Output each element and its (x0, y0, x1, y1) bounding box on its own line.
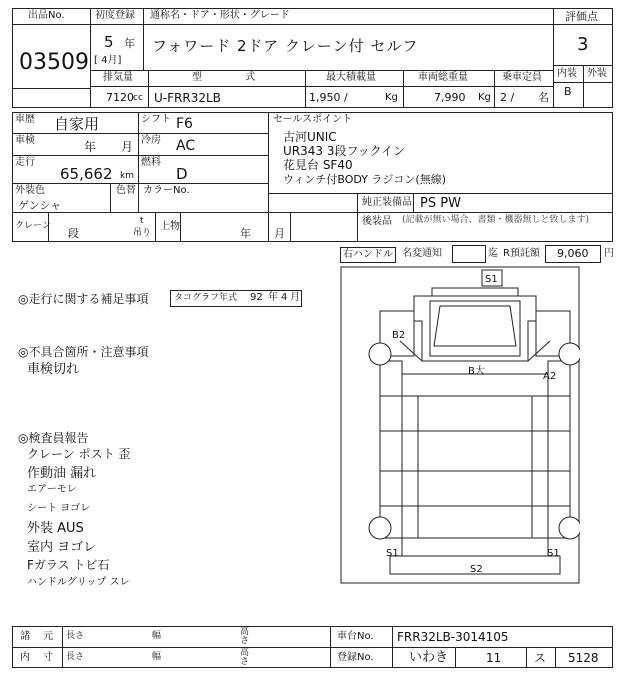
max-load-value: 1,950 / (309, 91, 348, 104)
displacement-unit: cc (133, 93, 143, 103)
first-reg-year: 5 (104, 33, 114, 51)
defect-notes-label: ◎不具合箇所・注意事項 (18, 345, 149, 359)
damage-mark-S2: S2 (470, 564, 483, 575)
driving-notes-label: ◎走行に関する補足事項 (18, 292, 149, 306)
inner-width-label: 幅 (152, 652, 162, 662)
fuel-label: 燃料 (141, 157, 161, 168)
inspector-item: シート ヨゴレ (27, 502, 91, 514)
color-no-prefix: 色替 (116, 185, 136, 196)
divider (143, 8, 144, 70)
divider (455, 647, 456, 668)
model-name-label: 通称名・ドア・形状・グレード (150, 10, 290, 21)
reg-class: 11 (486, 651, 502, 665)
ac-label: 冷房 (141, 135, 161, 146)
type-label: 型 式 (192, 72, 256, 83)
odo-label: 迄 (488, 248, 498, 259)
history-value: 自家用 (54, 115, 100, 133)
divider (553, 82, 613, 83)
divider (110, 183, 111, 212)
divider (357, 193, 358, 242)
ac-value: AC (176, 138, 196, 154)
displacement-label: 排気量 (103, 72, 133, 83)
crane-label: クレーン (15, 221, 51, 231)
sales-point-line: UR343 3段フックイン (283, 144, 406, 158)
divider (90, 86, 553, 87)
spec-label: 諸 元 (20, 631, 54, 642)
capacity-label: 乗車定員 (502, 72, 542, 83)
recycle-value: 9,060 (557, 247, 589, 260)
divider (413, 193, 414, 212)
damage-mark-S1-left: S1 (386, 548, 399, 559)
shift-value: F6 (176, 116, 193, 132)
name-change-box (452, 245, 486, 263)
divider (12, 24, 90, 25)
ext-color-label: 外装色 (15, 185, 45, 196)
damage-mark-A2: A2 (543, 371, 557, 382)
reg-number: 5128 (568, 651, 599, 665)
crane-stage: 段 (68, 227, 79, 240)
divider (90, 8, 91, 108)
divider (155, 212, 156, 242)
mileage-label: 走行 (15, 157, 35, 168)
divider (555, 647, 556, 668)
divider (330, 626, 331, 668)
inspection-label: 車検 (15, 135, 35, 146)
recycle-label: R預託額 (503, 248, 540, 259)
divider (403, 70, 404, 108)
divider (12, 212, 613, 213)
shift-label: シフト (141, 114, 171, 125)
inspector-item: 室内 ヨゴレ (27, 539, 97, 555)
capacity-unit: 名 (538, 91, 549, 104)
exterior-label: 外装 (587, 68, 607, 79)
fuel-value: D (176, 165, 188, 183)
damage-mark-S1-top: S1 (485, 274, 498, 285)
equipment-value: PS PW (420, 196, 461, 211)
divider (305, 70, 306, 108)
first-reg-year-unit: 年 (124, 37, 135, 50)
model-name: フォワード 2ドア クレーン付 セルフ (152, 37, 419, 55)
inspector-item: 作動油 漏れ (27, 465, 97, 481)
gross-weight-unit: Kg (478, 92, 491, 103)
name-change-label: 名変通知 (402, 248, 442, 259)
max-load-label: 最大積載量 (326, 72, 376, 83)
height-label: 高さ (240, 627, 250, 646)
inspector-report-label: ◎検査員報告 (18, 431, 89, 445)
lift-year: 年 (240, 227, 251, 240)
tacho-month: 4 (281, 292, 288, 303)
inner-height-label: 高さ (240, 648, 250, 667)
inner-length-label: 長さ (66, 652, 85, 662)
divider (138, 112, 139, 212)
first-reg-label: 初度登録 (95, 10, 135, 21)
steering-tag: 右ハンドル (340, 247, 396, 263)
truck-damage-diagram (340, 266, 580, 584)
lift-label: 上物 (160, 221, 180, 232)
length-label: 長さ (66, 631, 85, 641)
width-label: 幅 (152, 631, 162, 641)
aftermarket-note: (記載が無い場合、書類・機器無しと致します) (402, 215, 590, 225)
divider (583, 65, 584, 108)
inner-label: 内 寸 (20, 652, 54, 663)
divider (494, 70, 495, 108)
aftermarket-label: 後装品 (362, 216, 392, 227)
crane-t: t (140, 216, 144, 226)
divider (526, 647, 527, 668)
damage-mark-S1-right: S1 (547, 548, 560, 559)
divider (90, 70, 553, 71)
reg-region: いわき (409, 650, 449, 665)
history-label: 車歴 (15, 114, 35, 125)
reg-kana: ス (534, 651, 547, 665)
max-load-unit: Kg (385, 92, 398, 103)
damage-mark-B2: B2 (392, 330, 406, 341)
mileage-unit: km (120, 171, 134, 181)
tacho-year-unit: 年 (268, 292, 278, 303)
divider (268, 112, 269, 242)
lot-number: 03509 (19, 50, 89, 75)
interior-label: 内装 (557, 68, 577, 79)
divider (268, 193, 613, 194)
gross-weight-label: 車両総重量 (418, 72, 468, 83)
sales-point-line: ウィンチ付BODY ラジコン(無線) (283, 173, 447, 186)
divider (12, 88, 90, 89)
divider (62, 626, 63, 668)
defect-value: 車検切れ (27, 362, 80, 377)
damage-mark-B-large: B大 (468, 366, 485, 377)
mileage-value: 65,662 (60, 165, 113, 183)
divider (12, 155, 268, 156)
divider (90, 24, 553, 25)
grade-label: 評価点 (565, 10, 598, 23)
divider (12, 183, 268, 184)
capacity-value: 2 / (500, 91, 515, 104)
chassis-value: FRR32LB-3014105 (397, 630, 509, 644)
type-value: U-FRR32LB (154, 91, 221, 105)
sales-point-line: 花見台 SF40 (283, 158, 353, 172)
crane-hook: 吊り (133, 228, 152, 238)
tacho-label: タコグラフ年式 (174, 293, 238, 303)
inspection-month: 月 (121, 140, 134, 154)
lot-label: 出品No. (28, 10, 65, 21)
sales-point-line: 古河UNIC (283, 130, 337, 144)
tacho-month-unit: 月 (290, 292, 300, 303)
sales-points-label: セールスポイント (273, 114, 353, 125)
inspector-item: エアーモレ (27, 484, 77, 495)
divider (553, 24, 613, 25)
tacho-year: 92 (250, 292, 263, 303)
divider (290, 212, 291, 242)
inspector-item: 外装 AUS (27, 521, 84, 536)
equipment-label: 純正装備品 (362, 197, 412, 208)
divider (12, 647, 613, 648)
divider (392, 626, 393, 668)
reg-label: 登録No. (337, 652, 374, 663)
interior-value: B (564, 85, 572, 98)
lift-month: 月 (274, 227, 285, 240)
gross-weight-value: 7,990 (434, 91, 466, 104)
inspector-item: クレーン ポスト 歪 (27, 447, 131, 461)
first-reg-month: [ 4月] (94, 55, 122, 66)
divider (12, 133, 268, 134)
chassis-label: 車台No. (337, 631, 374, 642)
grade-value: 3 (577, 34, 589, 55)
displacement-value: 7120 (106, 91, 134, 104)
divider (180, 212, 181, 242)
recycle-unit: 円 (604, 248, 614, 259)
color-no-label: カラーNo. (143, 185, 190, 196)
divider (553, 8, 554, 108)
inspection-year: 年 (84, 140, 97, 154)
inspector-item: ハンドルグリップ スレ (27, 576, 130, 588)
ext-color-value: ゲンシャ (18, 199, 62, 212)
divider (148, 70, 149, 108)
inspector-item: Fガラス トビ石 (27, 558, 110, 572)
